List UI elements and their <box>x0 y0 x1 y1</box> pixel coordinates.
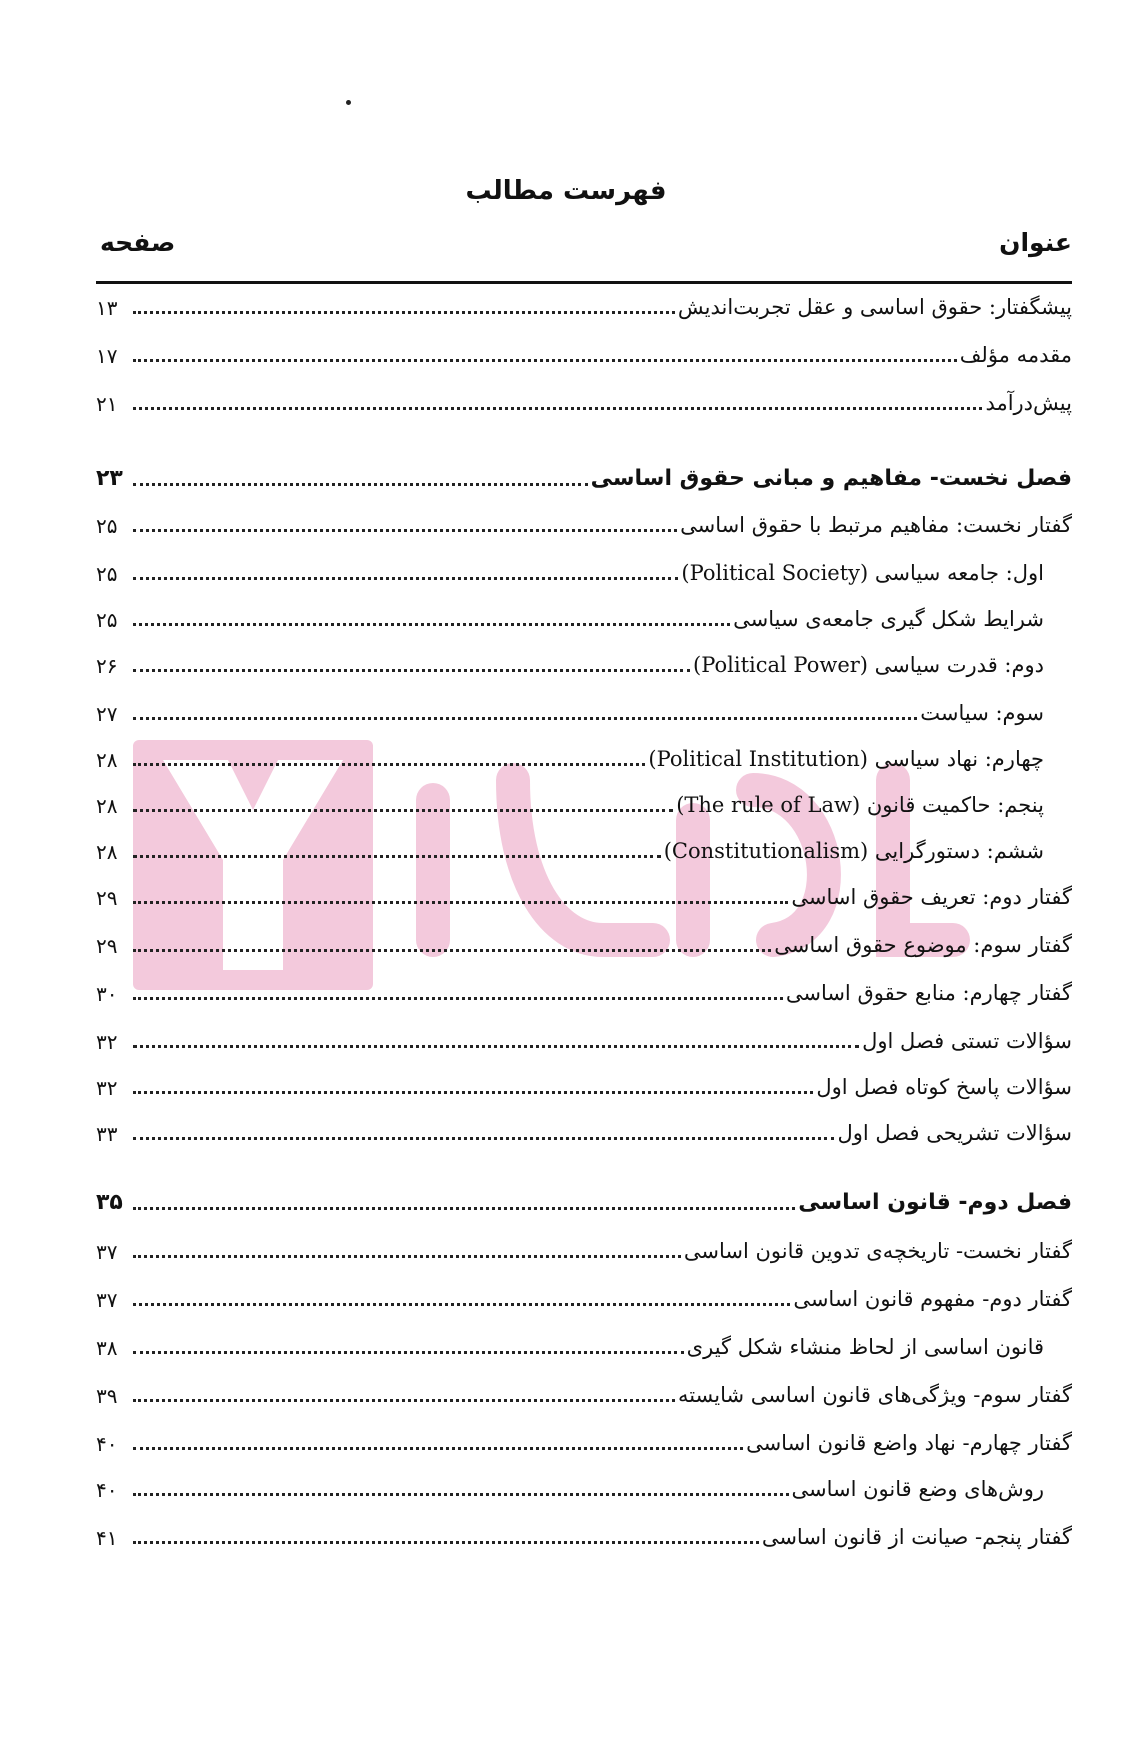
toc-entry-title: سؤالات پاسخ کوتاه فصل اول <box>816 1074 1072 1099</box>
toc-entry-page: ۲۵ <box>96 562 118 586</box>
dot-leader <box>133 1137 834 1140</box>
dot-leader <box>133 577 678 580</box>
dot-leader <box>133 717 917 720</box>
toc-entry-title: سؤالات تشریحی فصل اول <box>837 1120 1072 1145</box>
toc-entry-page: ۱۷ <box>96 344 118 368</box>
toc-entry-page: ۳۳ <box>96 1122 118 1146</box>
column-header-title: عنوان <box>999 228 1072 257</box>
toc-entry-page: ۳۸ <box>96 1336 118 1360</box>
toc-entry-title: ششم: دستورگرایی (Constitutionalism) <box>663 838 1044 863</box>
dot-leader <box>133 359 957 362</box>
dot-leader <box>133 809 673 812</box>
toc-entry-page: ۲۸ <box>96 748 118 772</box>
toc-entry[interactable] <box>96 1368 1072 1408</box>
toc-entry-title: چهارم: نهاد سیاسی (Political Institution) <box>648 746 1044 771</box>
toc-entry-title: سوم: سیاست <box>920 700 1044 725</box>
toc-entry-title: مقدمه مؤلف <box>959 342 1072 367</box>
toc-entry[interactable] <box>96 1510 1072 1550</box>
toc-entry[interactable] <box>96 498 1072 538</box>
toc-entry[interactable] <box>96 1106 1072 1146</box>
toc-entry-title: فصل نخست- مفاهیم و مبانی حقوق اساسی <box>590 465 1072 491</box>
dot-leader <box>133 1255 681 1258</box>
dot-leader <box>133 1303 790 1306</box>
dot-leader <box>133 1351 684 1354</box>
dot-leader <box>133 901 788 904</box>
toc-entry[interactable] <box>96 732 1044 772</box>
toc-entry-page: ۲۱ <box>96 392 118 416</box>
toc-entry[interactable] <box>96 1060 1072 1100</box>
toc-entry-title: پنجم: حاکمیت قانون (The rule of Law) <box>676 792 1044 817</box>
toc-entry[interactable] <box>96 280 1072 320</box>
toc-entry[interactable] <box>96 452 1072 492</box>
toc-entry-title: فصل دوم- قانون اساسی <box>798 1189 1072 1215</box>
toc-entry[interactable] <box>96 592 1044 632</box>
toc-entry-title: پیش‌درآمد <box>985 390 1072 415</box>
dot-leader <box>133 763 645 766</box>
toc-entry-title: سؤالات تستی فصل اول <box>862 1028 1072 1053</box>
dot-leader <box>133 623 730 626</box>
toc-entry[interactable] <box>96 1224 1072 1264</box>
toc-entry-title: شرایط شکل گیری جامعه‌ی سیاسی <box>733 606 1044 631</box>
toc-entry-page: ۲۸ <box>96 794 118 818</box>
dot-leader <box>133 669 690 672</box>
toc-entry[interactable] <box>96 546 1044 586</box>
toc-entry-page: ۳۵ <box>96 1189 123 1215</box>
toc-entry-title: گفتار دوم- مفهوم قانون اساسی <box>793 1286 1072 1311</box>
dot-leader <box>133 1399 675 1402</box>
toc-entry-title: گفتار نخست: مفاهیم مرتبط با حقوق اساسی <box>680 512 1072 537</box>
dot-leader <box>133 1447 743 1450</box>
toc-entry-title: گفتار دوم: تعریف حقوق اساسی <box>791 884 1072 909</box>
dot-leader <box>133 1493 789 1496</box>
toc-entry-page: ۴۰ <box>96 1478 118 1502</box>
toc-entry-title: گفتار چهارم: منابع حقوق اساسی <box>785 980 1072 1005</box>
toc-entry[interactable] <box>96 1416 1072 1456</box>
toc-entry-page: ۳۲ <box>96 1030 118 1054</box>
toc-entry-title: روش‌های وضع قانون اساسی <box>791 1476 1044 1501</box>
page-title: فهرست مطالب <box>465 176 667 206</box>
toc-entry[interactable] <box>96 1014 1072 1054</box>
dot-leader <box>133 1207 795 1210</box>
toc-entry[interactable] <box>96 1272 1072 1312</box>
toc-entry-page: ۲۵ <box>96 608 118 632</box>
toc-entry-page: ۳۰ <box>96 982 118 1006</box>
dot-leader <box>133 483 588 486</box>
toc-entry-page: ۲۹ <box>96 934 118 958</box>
toc-entry[interactable] <box>96 1462 1044 1502</box>
toc-entry-title: گفتار پنجم- صیانت از قانون اساسی <box>761 1524 1072 1549</box>
toc-entry-page: ۲۹ <box>96 886 118 910</box>
toc-entry-page: ۲۶ <box>96 654 118 678</box>
toc-entry[interactable] <box>96 778 1044 818</box>
toc-entry-page: ۱۳ <box>96 296 118 320</box>
toc-entry[interactable] <box>96 638 1044 678</box>
dot-leader <box>133 529 677 532</box>
dot-leader <box>133 407 982 410</box>
toc-entry[interactable] <box>96 686 1044 726</box>
toc-entry[interactable] <box>96 328 1072 368</box>
toc-entry-page: ۲۵ <box>96 514 118 538</box>
toc-entry[interactable] <box>96 1320 1044 1360</box>
dot-leader <box>133 311 675 314</box>
toc-entry[interactable] <box>96 966 1072 1006</box>
toc-entry[interactable] <box>96 918 1072 958</box>
dot-leader <box>133 855 661 858</box>
toc-entry-page: ۴۱ <box>96 1526 118 1550</box>
toc-entry-page: ۳۲ <box>96 1076 118 1100</box>
dot-leader <box>133 949 771 952</box>
dot-leader <box>133 1045 859 1048</box>
toc-entry-page: ۲۷ <box>96 702 118 726</box>
column-header-page: صفحه <box>100 228 176 257</box>
toc-entry-title: پیشگفتار: حقوق اساسی و عقل تجربت‌اندیش <box>677 294 1072 319</box>
print-speck <box>346 100 351 105</box>
toc-entry-page: ۳۹ <box>96 1384 118 1408</box>
toc-entry-title: گفتار سوم- ویژگی‌های قانون اساسی شایسته <box>677 1382 1072 1407</box>
toc-entry-page: ۳۷ <box>96 1240 118 1264</box>
toc-entry[interactable] <box>96 824 1044 864</box>
dot-leader <box>133 1541 759 1544</box>
toc-entry[interactable] <box>96 1176 1072 1216</box>
toc-entry-page: ۴۰ <box>96 1432 118 1456</box>
toc-entry-title: قانون اساسی از لحاظ منشاء شکل گیری <box>686 1334 1044 1359</box>
toc-entry[interactable] <box>96 870 1072 910</box>
toc-entry-page: ۲۳ <box>96 465 123 491</box>
toc-entry-title: اول: جامعه سیاسی (Political Society) <box>681 560 1044 585</box>
dot-leader <box>133 1091 813 1094</box>
dot-leader <box>133 997 783 1000</box>
toc-entry[interactable] <box>96 376 1072 416</box>
toc-entry-title: دوم: قدرت سیاسی (Political Power) <box>693 652 1044 677</box>
toc-entry-title: گفتار سوم: موضوع حقوق اساسی <box>774 932 1072 957</box>
toc-entry-page: ۳۷ <box>96 1288 118 1312</box>
toc-entry-title: گفتار نخست- تاریخچه‌ی تدوین قانون اساسی <box>683 1238 1072 1263</box>
toc-entry-page: ۲۸ <box>96 840 118 864</box>
toc-entry-title: گفتار چهارم- نهاد واضع قانون اساسی <box>746 1430 1072 1455</box>
